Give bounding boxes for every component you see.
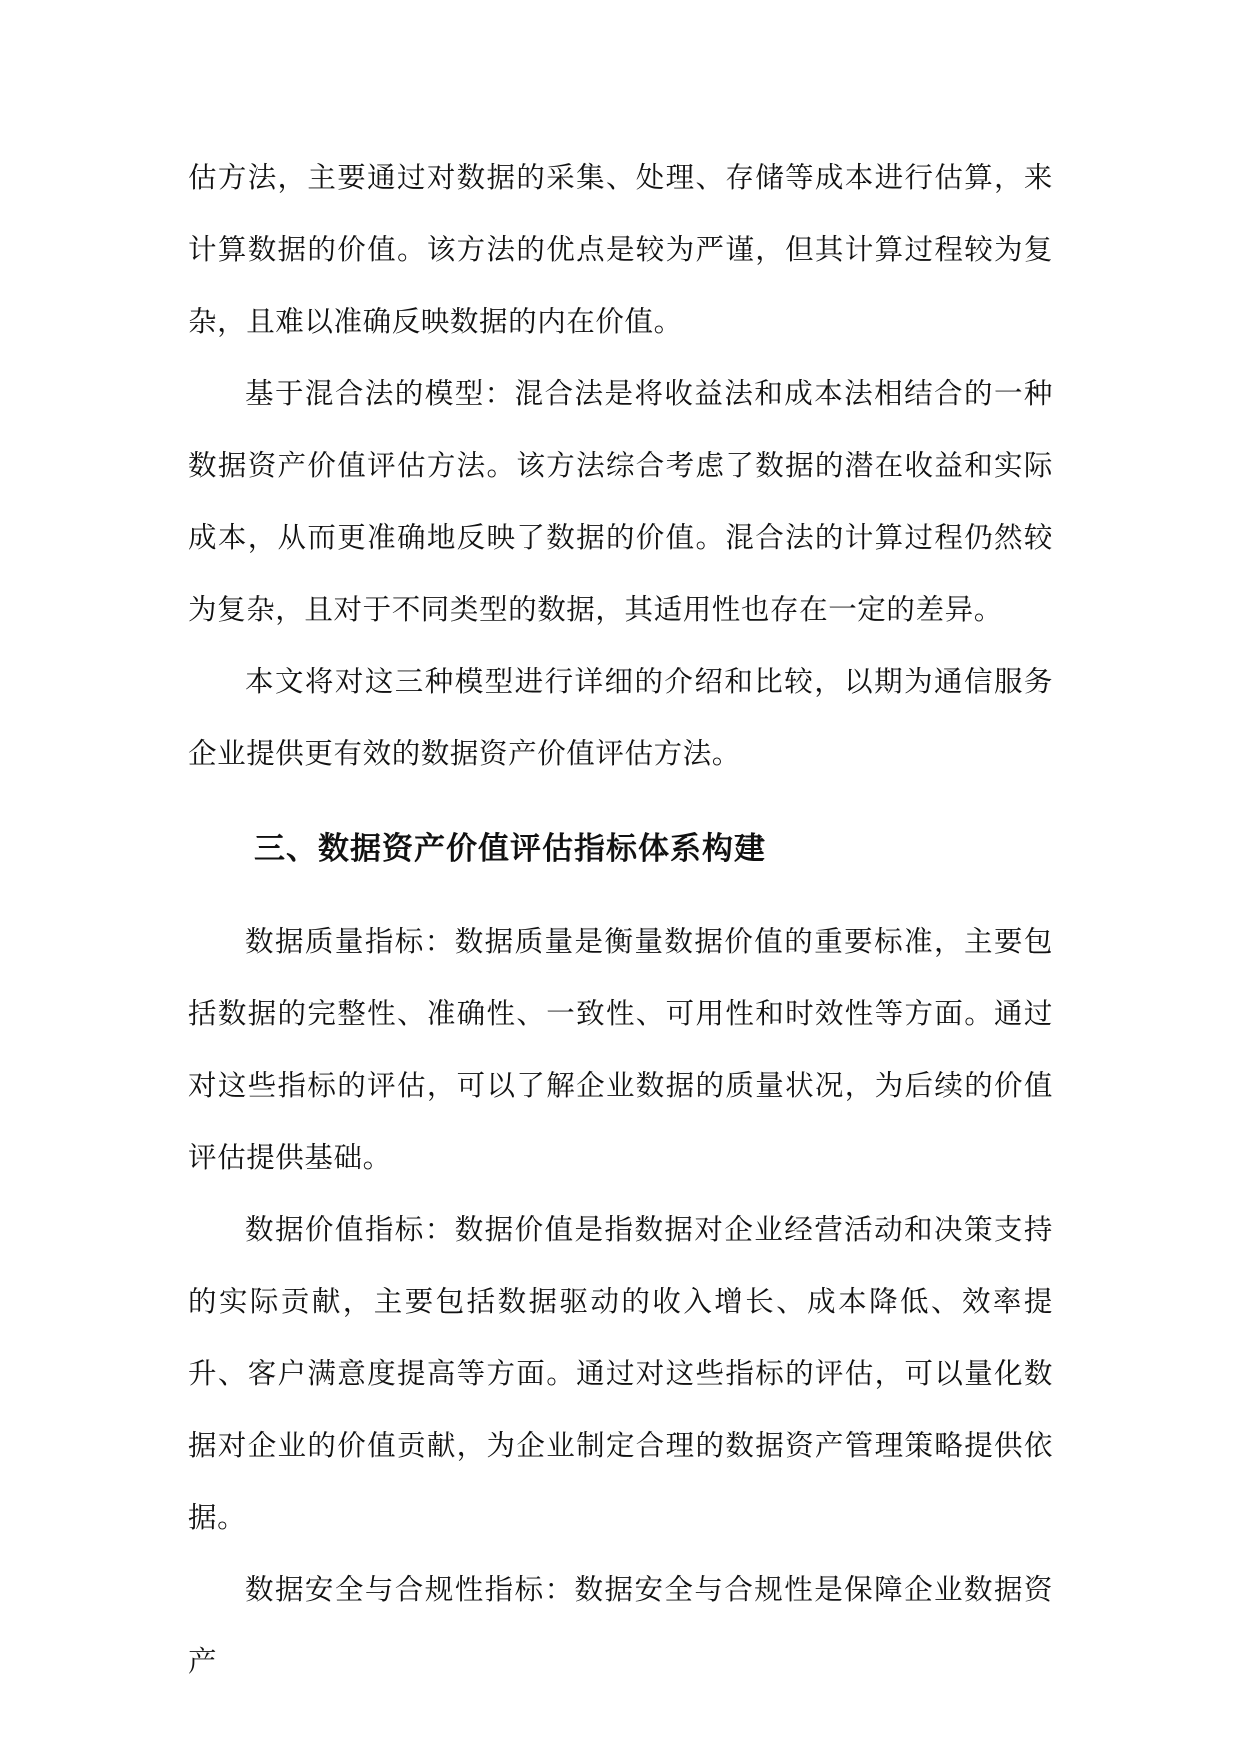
paragraph-data-value-indicator: 数据价值指标：数据价值是指数据对企业经营活动和决策支持的实际贡献，主要包括数据驱动的收入增长、成本降低、效率提升、客户满意度提高等方面。通过对这些指标的评估，可以量化数据对企业的价值贡献，为企业制定合理的数据资产管理策略提供依据。: [188, 1213, 1053, 1534]
paragraph-hybrid-method: 基于混合法的模型：混合法是将收益法和成本法相结合的一种数据资产价值评估方法。该方法综合考虑了数据的潜在收益和实际成本，从而更准确地反映了数据的价值。混合法的计算过程仍然较为复杂，且对于不同类型的数据，其适用性也存在一定的差异。: [188, 377, 1053, 626]
document-body: [188, 142, 1053, 1698]
paragraph-data-quality-indicator: 数据质量指标：数据质量是衡量数据价值的重要标准，主要包括数据的完整性、准确性、一致性、可用性和时效性等方面。通过对这些指标的评估，可以了解企业数据的质量状况，为后续的价值评估提供基础。: [188, 925, 1053, 1174]
paragraph-comparison-intro: 本文将对这三种模型进行详细的介绍和比较，以期为通信服务企业提供更有效的数据资产价值评估方法。: [188, 665, 1053, 770]
section-heading: 三、数据资产价值评估指标体系构建: [254, 831, 766, 867]
paragraph-cost-method-continuation: 估方法，主要通过对数据的采集、处理、存储等成本进行估算，来计算数据的价值。该方法的优点是较为严谨，但其计算过程较为复杂，且难以准确反映数据的内在价值。: [188, 161, 1053, 338]
paragraph-data-security-indicator: 数据安全与合规性指标：数据安全与合规性是保障企业数据资产: [188, 1573, 1053, 1678]
